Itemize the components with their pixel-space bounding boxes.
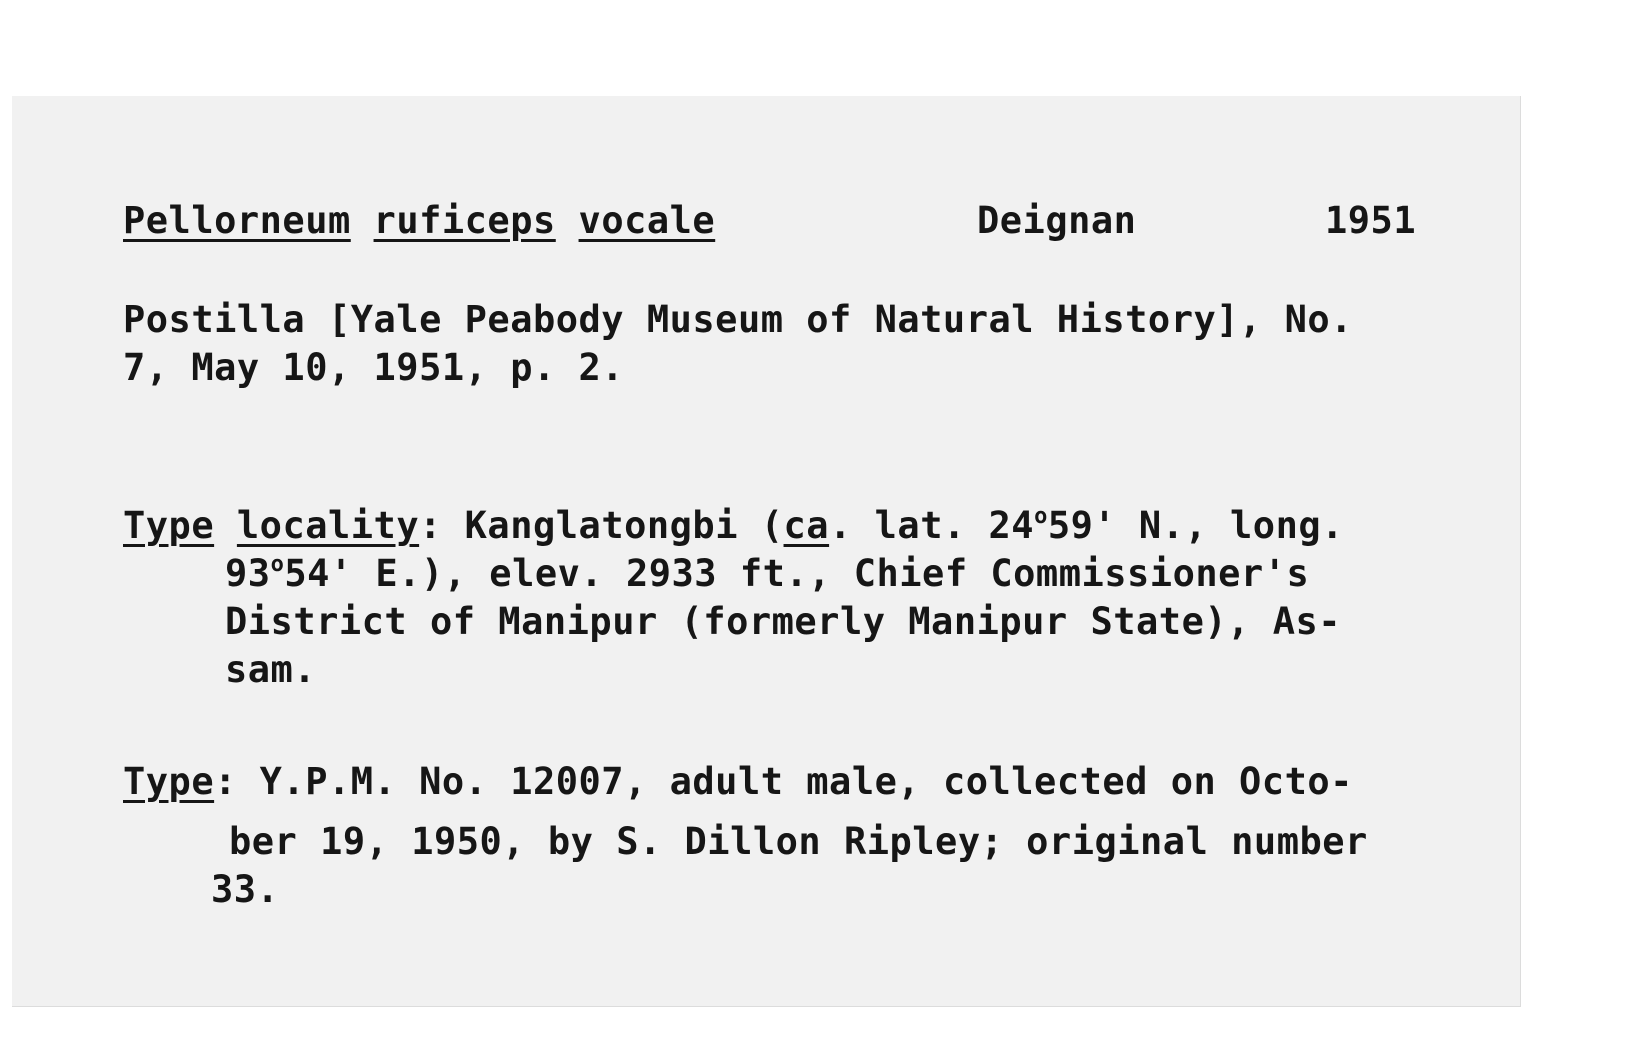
type-label: Type <box>123 760 215 803</box>
type-locality-text-2b: 54' E.), elev. 2933 ft., Chief Commissioner's <box>284 552 1310 595</box>
type-locality-line-1 <box>123 502 1344 550</box>
type-line-1 <box>123 758 1368 806</box>
type-locality-line-3: District of Manipur (formerly Manipur State), As- <box>225 600 1342 643</box>
citation-line-2: 7, May 10, 1951, p. 2. <box>123 346 625 389</box>
type-specimen <box>123 758 1368 914</box>
type-locality-text-1b: . lat. 24 <box>829 504 1035 547</box>
type-locality-line-2 <box>123 550 1344 598</box>
type-line-2: ber 19, 1950, by S. Dillon Ripley; original number <box>229 820 1368 863</box>
type-locality-label-1: Type <box>123 504 215 547</box>
type-locality-text-1a: : Kanglatongbi ( <box>419 504 784 547</box>
type-locality-line-4: sam. <box>225 648 317 691</box>
taxon-name <box>123 197 715 245</box>
type-locality-text-2a: 93 <box>225 552 271 595</box>
degree-symbol: o <box>270 551 285 577</box>
genus: Pellorneum <box>123 199 351 242</box>
type-text-1: : Y.P.M. No. 12007, adult male, collected on Octo- <box>214 760 1353 803</box>
type-locality-text-1c: 59' N., long. <box>1047 504 1344 547</box>
species: ruficeps <box>373 199 556 242</box>
ca-abbrev: ca <box>783 504 830 547</box>
type-locality-label-2: locality <box>236 504 420 547</box>
type-locality <box>123 502 1344 694</box>
degree-symbol: o <box>1034 503 1048 529</box>
subspecies: vocale <box>578 199 716 242</box>
year: 1951 <box>1325 199 1417 242</box>
citation <box>123 296 1353 392</box>
author: Deignan <box>977 199 1137 242</box>
citation-line-1: Postilla [Yale Peabody Museum of Natural History], No. <box>123 298 1353 341</box>
type-line-3: 33. <box>211 868 280 911</box>
